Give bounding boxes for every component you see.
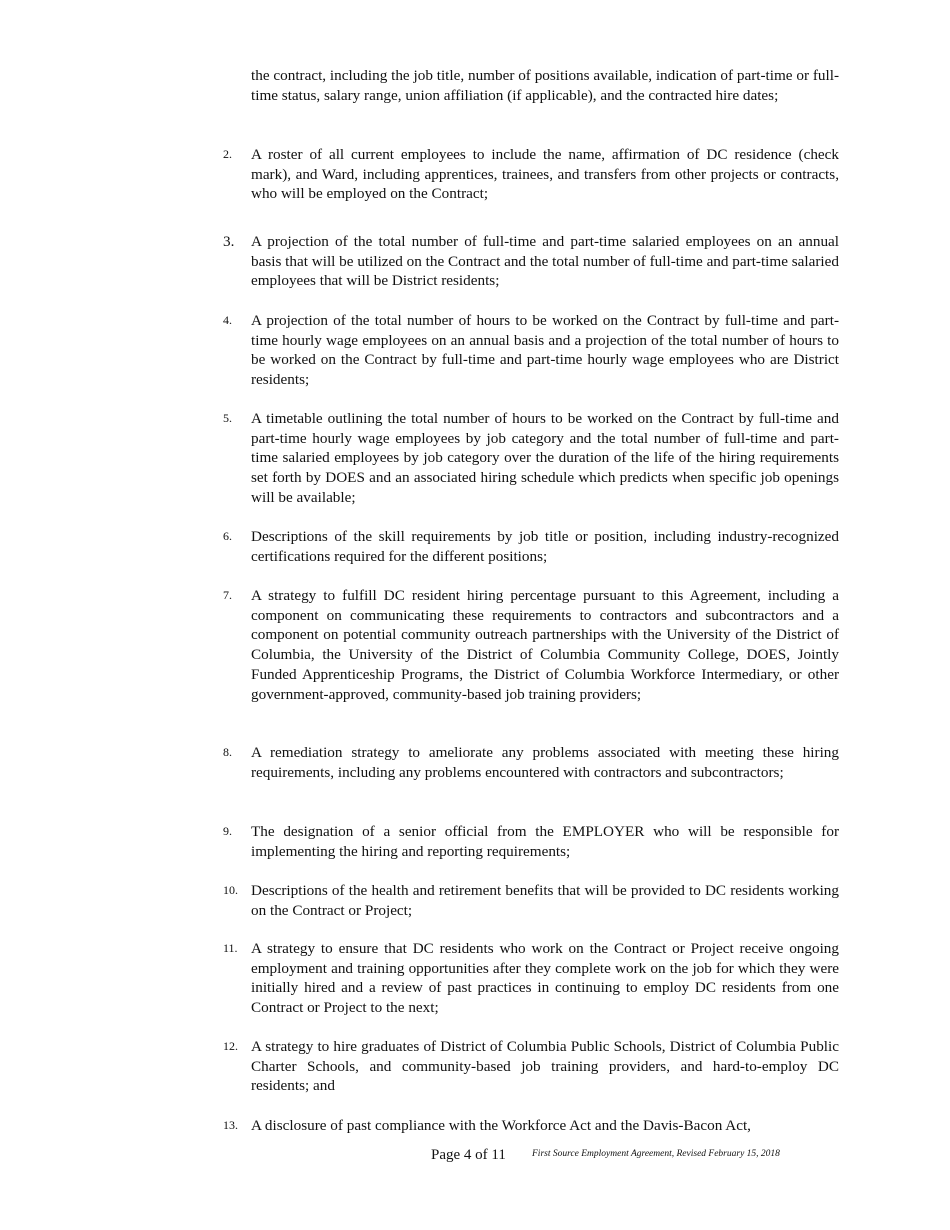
list-item-6: Descriptions of the skill requirements by job title or position, including industry-recognized certifications required for the different positions;	[251, 528, 839, 565]
list-item-number-9: 9.	[223, 824, 232, 838]
list-item-number-10: 10.	[223, 883, 238, 897]
list-item-8: A remediation strategy to ameliorate any problems associated with meeting these hiring requirements, including any problems encountered with contractors and subcontractors;	[251, 744, 839, 781]
list-item-3: A projection of the total number of full-time and part-time salaried employees on an annual basis that will be utilized on the Contract and the total number of full-time and part-time salaried employees that will be District residents;	[251, 233, 839, 290]
list-item-number-4: 4.	[223, 313, 232, 327]
list-item-number-2: 2.	[223, 147, 232, 161]
list-item-4: A projection of the total number of hours to be worked on the Contract by full-time and part-time hourly wage employees on an annual basis and a projection of the total number of hours to be worked on the Contract by full-time and part-time hourly wage employees who are District residents;	[251, 312, 839, 389]
list-item-7: A strategy to fulfill DC resident hiring percentage pursuant to this Agreement, including a component on communicating these requirements to contractors and subcontractors and a component on potential community outreach partnerships with the University of the District of Columbia, the University of the District of Columbia Community College, DOES, Jointly Funded Apprenticeship Programs, the District of Columbia Workforce Intermediary, or other government-approved, community-based job training providers;	[251, 587, 839, 703]
list-item-2: A roster of all current employees to include the name, affirmation of DC residence (check mark), and Ward, including apprentices, trainees, and transfers from other projects or contracts, who will be employed on the Contract;	[251, 146, 839, 203]
list-item-9: The designation of a senior official from the EMPLOYER who will be responsible for implementing the hiring and reporting requirements;	[251, 823, 839, 860]
list-item-number-3: 3.	[223, 233, 235, 250]
list-item-10: Descriptions of the health and retirement benefits that will be provided to DC residents working on the Contract or Project;	[251, 882, 839, 919]
list-item-11: A strategy to ensure that DC residents who work on the Contract or Project receive ongoing employment and training opportunities after they complete work on the job for which they were initially hired and a review of past practices in continuing to employ DC residents from one Contract or Project to the next;	[251, 940, 839, 1017]
list-item-number-5: 5.	[223, 411, 232, 425]
list-item-continuation: the contract, including the job title, number of positions available, indication of part-time or full-time status, salary range, union affiliation (if applicable), and the contracted hire dates;	[251, 67, 839, 104]
page-number: Page 4 of 11	[431, 1147, 506, 1163]
list-item-number-7: 7.	[223, 588, 232, 602]
footer-document-title: First Source Employment Agreement, Revised February 15, 2018	[532, 1149, 780, 1159]
list-item-number-11: 11.	[223, 941, 238, 955]
list-item-12: A strategy to hire graduates of District of Columbia Public Schools, District of Columbia Public Charter Schools, and community-based job training providers, and hard-to-employ DC residents; and	[251, 1038, 839, 1095]
list-item-number-6: 6.	[223, 529, 232, 543]
list-item-13: A disclosure of past compliance with the Workforce Act and the Davis-Bacon Act,	[251, 1117, 751, 1134]
list-item-5: A timetable outlining the total number of hours to be worked on the Contract by full-time and part-time hourly wage employees by job category and the total number of full-time and part-time salaried employees by job category over the duration of the life of the hiring requirements set forth by DOES and an associated hiring schedule which predicts when specific job openings will be available;	[251, 410, 839, 506]
list-item-number-13: 13.	[223, 1118, 238, 1132]
list-item-number-12: 12.	[223, 1039, 238, 1053]
list-item-number-8: 8.	[223, 745, 232, 759]
